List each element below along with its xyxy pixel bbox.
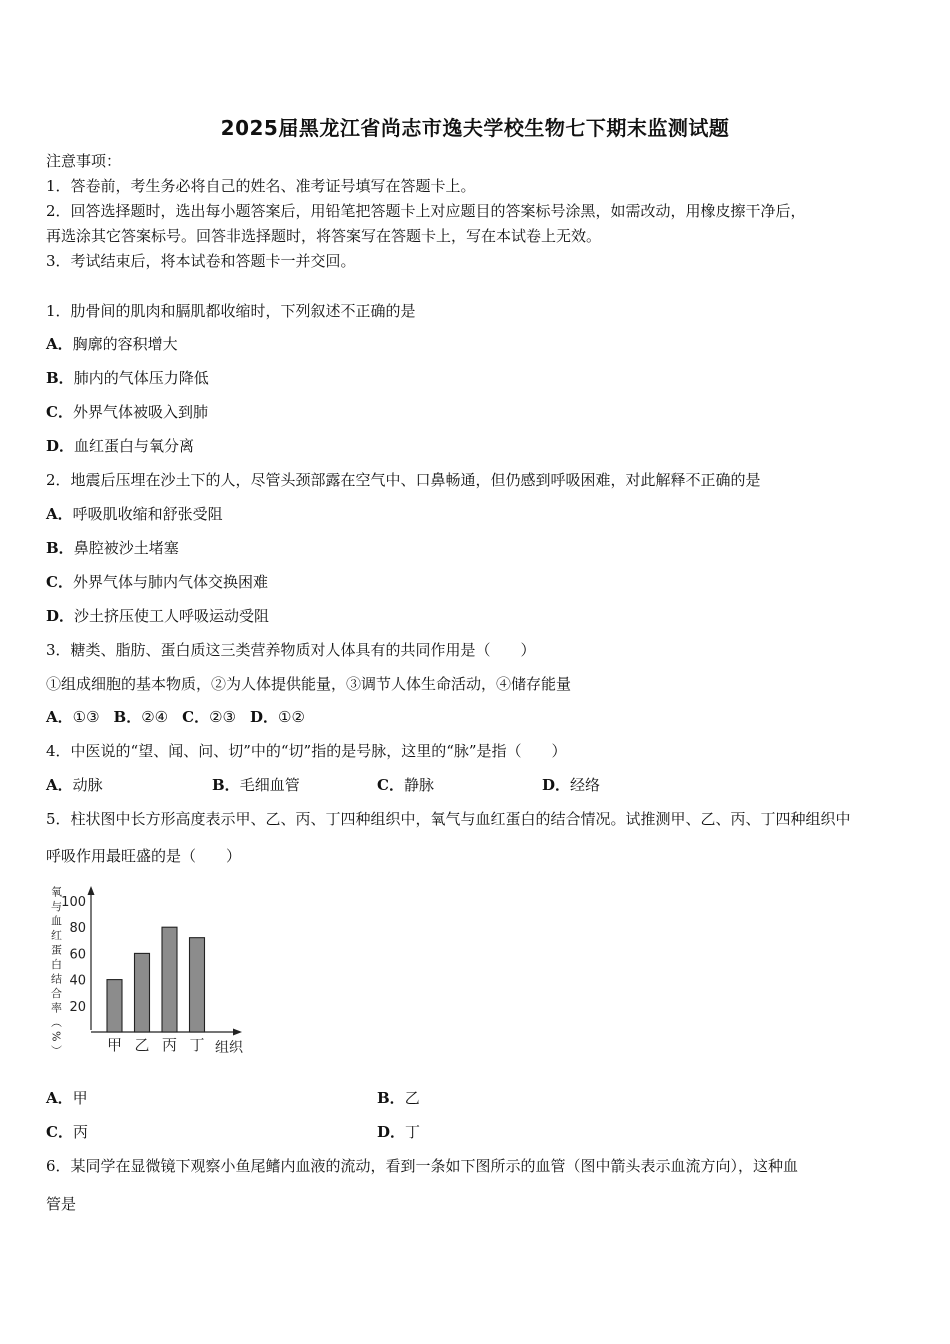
option-label: B． <box>212 776 240 794</box>
question-3-stem: 3．糖类、脂肪、蛋白质这三类营养物质对人体具有的共同作用是（ ） <box>46 641 536 659</box>
x-category-label: 甲 <box>106 1036 123 1054</box>
option-text: 呼吸肌收缩和舒张受阻 <box>72 505 223 523</box>
notice-heading: 注意事项： <box>46 152 122 170</box>
bar <box>135 953 150 1032</box>
x-category-label: 丙 <box>161 1036 178 1054</box>
y-axis-label-text: 氧与血红蛋白结合率（%） <box>49 886 63 1060</box>
option-label: B． <box>377 1089 405 1107</box>
y-tick-label: 20 <box>69 999 86 1015</box>
q3-options <box>46 707 305 727</box>
question-5-stem: 5．柱状图中长方形高度表示甲、乙、丙、丁四种组织中，氧气与血红蛋白的结合情况。试推测甲、乙、丙、丁四种组织中 <box>46 810 851 828</box>
q2-option-c <box>46 572 268 592</box>
q2-option-b <box>46 538 179 558</box>
q2-option-a <box>46 504 223 524</box>
option-text: ①② <box>278 708 305 726</box>
option-label: B． <box>46 539 74 557</box>
option-label: C． <box>46 403 73 421</box>
option-label: A． <box>46 335 73 353</box>
bars <box>107 927 205 1032</box>
option-text: 血红蛋白与氧分离 <box>74 437 195 455</box>
q4-option-d <box>542 775 600 795</box>
q4-option-a <box>46 775 103 795</box>
option-text: 毛细血管 <box>239 776 300 794</box>
option-text: 乙 <box>404 1089 420 1107</box>
option-text: 肺内的气体压力降低 <box>73 369 209 387</box>
option-text: 丁 <box>405 1123 421 1141</box>
option-label: C． <box>46 573 73 591</box>
y-axis-arrow <box>88 886 95 895</box>
x-category-label: 丁 <box>189 1036 205 1054</box>
bar <box>190 938 205 1032</box>
question-6-stem-cont: 管是 <box>46 1195 77 1213</box>
q2-option-d <box>46 606 269 626</box>
option-text: 沙土挤压使工人呼吸运动受阻 <box>74 607 270 625</box>
q1-option-d <box>46 436 194 456</box>
option-label: A． <box>46 1089 73 1107</box>
option-label: C． <box>182 708 210 726</box>
option-label: A． <box>46 505 73 523</box>
question-6-stem: 6．某同学在显微镜下观察小鱼尾鳍内血液的流动，看到一条如下图所示的血管（图中箭头表示血流方向），这种血 <box>46 1157 799 1175</box>
option-text: ②④ <box>141 708 169 726</box>
x-categories <box>107 1036 205 1054</box>
notice-item-2-cont: 再选涂其它答案标号。回答非选择题时，将答案写在答题卡上，写在本试卷上无效。 <box>46 227 602 245</box>
q4-option-c <box>377 775 434 795</box>
q5-option-d <box>377 1122 420 1142</box>
option-text: 鼻腔被沙土堵塞 <box>73 539 179 557</box>
q1-option-a <box>46 334 178 354</box>
q5-option-a <box>46 1088 88 1108</box>
option-text: 甲 <box>72 1089 88 1107</box>
bar-chart-svg <box>44 880 264 1075</box>
y-tick-label: 40 <box>69 973 86 989</box>
notice-item-1: 1．答卷前，考生务必将自己的姓名、准考证号填写在答题卡上。 <box>46 177 476 195</box>
question-2-stem: 2．地震后压埋在沙土下的人，尽管头颈部露在空气中、口鼻畅通，但仍感到呼吸困难，对此解释不正确的是 <box>46 471 761 489</box>
y-ticks <box>61 895 86 1015</box>
option-label: A． <box>46 708 73 726</box>
q4-option-b <box>212 775 300 795</box>
option-label: B． <box>46 369 74 387</box>
option-text: 静脉 <box>403 776 434 794</box>
q5-option-b <box>377 1088 420 1108</box>
x-category-label: 乙 <box>134 1036 150 1054</box>
option-label: C． <box>377 776 404 794</box>
option-text: 胸廓的容积增大 <box>72 335 178 353</box>
x-axis-label: 组织 <box>215 1040 243 1056</box>
question-4-stem: 4．中医说的“望、闻、问、切”中的“切”指的是号脉，这里的“脉”是指（ ） <box>46 742 567 760</box>
q5-option-c <box>46 1122 88 1142</box>
option-text: 外界气体被吸入到肺 <box>72 403 208 421</box>
y-tick-label: 60 <box>69 947 86 963</box>
bar-chart <box>44 880 264 1075</box>
question-5-stem-cont: 呼吸作用最旺盛的是（ ） <box>46 847 242 865</box>
y-tick-label: 80 <box>69 921 86 937</box>
page-title: 2025届黑龙江省尚志市逸夫学校生物七下期末监测试题 <box>220 116 730 140</box>
x-axis-arrow <box>233 1029 242 1036</box>
question-1-stem: 1．肋骨间的肌肉和膈肌都收缩时，下列叙述不正确的是 <box>46 302 416 320</box>
option-label: D． <box>46 437 75 455</box>
option-label: C． <box>46 1123 73 1141</box>
q1-option-b <box>46 368 209 388</box>
y-tick-label: 100 <box>61 895 86 910</box>
option-label: D． <box>46 607 75 625</box>
option-text: ②③ <box>209 708 236 726</box>
option-label: D． <box>542 776 571 794</box>
option-text: 丙 <box>72 1123 88 1141</box>
notice-item-3: 3．考试结束后，将本试卷和答题卡一并交回。 <box>46 252 356 270</box>
question-3-sub: ①组成细胞的基本物质，②为人体提供能量，③调节人体生命活动，④储存能量 <box>46 675 572 693</box>
bar <box>162 927 177 1032</box>
option-label: D． <box>377 1123 406 1141</box>
option-text: 动脉 <box>72 776 103 794</box>
y-axis-label <box>50 885 63 1060</box>
option-label: A． <box>46 776 73 794</box>
option-text: 外界气体与肺内气体交换困难 <box>72 573 268 591</box>
option-label: B． <box>113 708 142 726</box>
option-text: ①③ <box>72 708 100 726</box>
option-label: D． <box>250 708 279 726</box>
notice-item-2: 2．回答选择题时，选出每小题答案后，用铅笔把答题卡上对应题目的答案标号涂黑，如需改动，用橡皮擦干净后， <box>46 202 806 220</box>
q1-option-c <box>46 402 208 422</box>
option-text: 经络 <box>570 776 601 794</box>
bar <box>107 980 122 1032</box>
